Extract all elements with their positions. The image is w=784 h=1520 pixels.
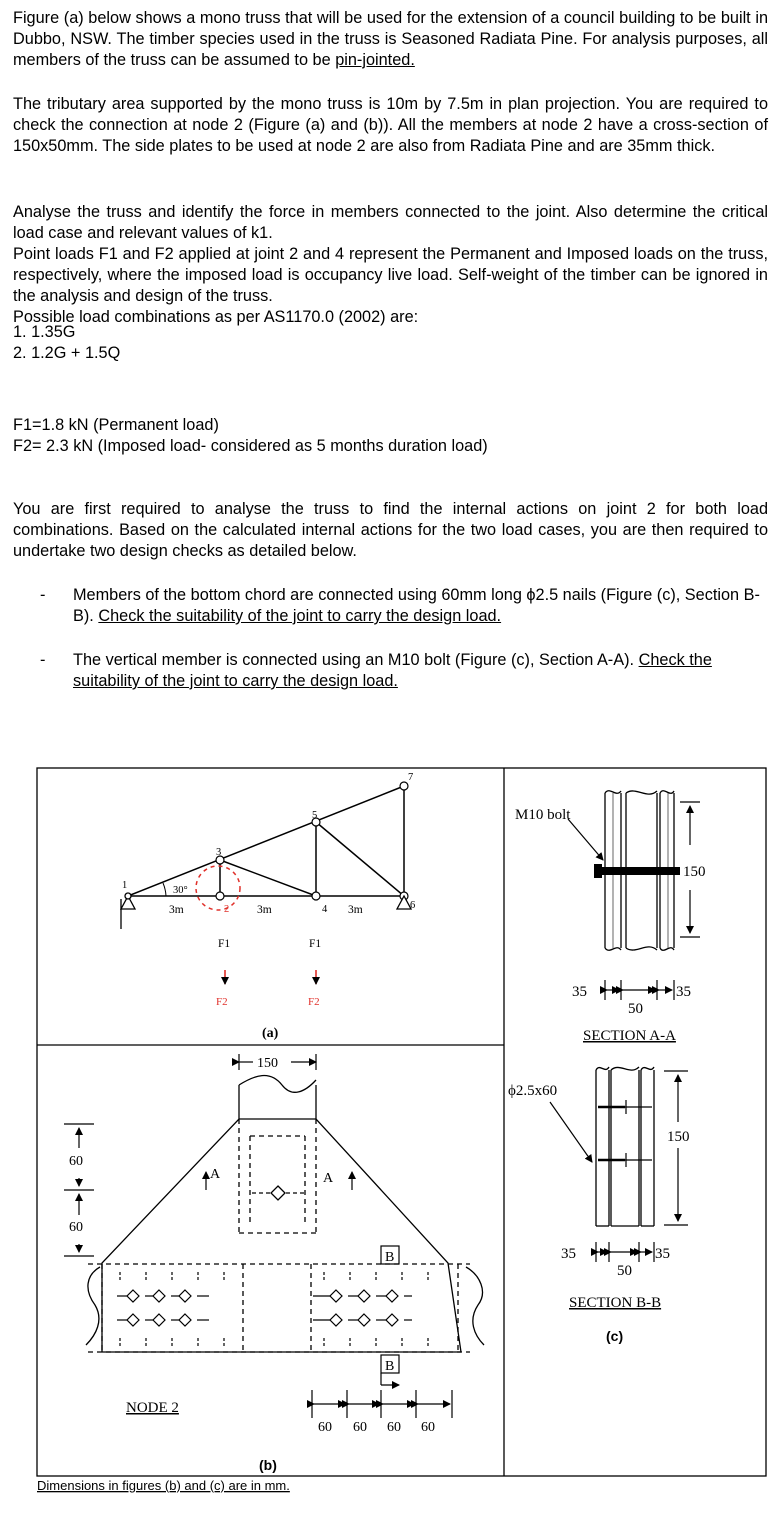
section-labels	[508, 807, 706, 1344]
section-label: A	[323, 1171, 334, 1186]
node-label: 5	[312, 810, 318, 821]
f2-label: F2	[216, 996, 228, 1008]
span-label: 3m	[348, 904, 363, 916]
section-label: B	[385, 1359, 395, 1374]
dim-label: 150	[667, 1129, 690, 1145]
node-label: 7	[408, 772, 414, 783]
joints	[216, 782, 408, 900]
section-label: B	[385, 1250, 395, 1265]
joint-7	[400, 782, 408, 790]
dim-bottom	[312, 1390, 452, 1418]
section-b-title: SECTION B-B	[569, 1295, 662, 1311]
dim-left	[64, 1124, 94, 1256]
node-2-label: NODE 2	[126, 1400, 179, 1416]
dim-label: 35	[676, 984, 691, 1000]
nail-row-right-top	[313, 1290, 412, 1302]
span-label: 3m	[257, 904, 272, 916]
dim-label: 50	[617, 1263, 632, 1279]
dim-label: 60	[421, 1420, 435, 1435]
dim-label: 35	[655, 1246, 670, 1262]
dim-label: 35	[572, 984, 587, 1000]
nail-label: ϕ2.5x60	[508, 1083, 558, 1099]
pin-support-icon	[121, 893, 135, 929]
dim-label: 50	[628, 1001, 643, 1017]
nail-row-right-bottom	[313, 1314, 412, 1326]
section-a-title: SECTION A-A	[583, 1028, 676, 1044]
dim-label: 60	[318, 1420, 332, 1435]
angle-label: 30°	[173, 885, 188, 896]
node-label: 6	[410, 900, 416, 911]
pin-jointed-text: pin-jointed.	[335, 51, 415, 69]
bullet-bolt: The vertical member is connected using an M10 bolt (Figure (c), Section A-A). Check the suitability of the joint to carry the design load.	[73, 651, 712, 690]
combinations-intro: Possible load combinations as per AS1170.0 (2002) are:	[13, 308, 419, 326]
f2-label: F2	[308, 996, 320, 1008]
section-label: A	[210, 1167, 221, 1182]
truss-labels	[122, 772, 415, 1041]
section-b-nails	[598, 1100, 652, 1167]
bolt-head	[594, 864, 602, 878]
figure-c-caption: (c)	[606, 1328, 624, 1344]
member-break	[239, 1076, 316, 1093]
figure-a-caption: (a)	[262, 1026, 279, 1041]
section-b-b	[596, 1067, 654, 1226]
chord-break-left	[86, 1267, 100, 1345]
truss-diagram	[128, 786, 404, 896]
chord-break-right	[466, 1267, 484, 1345]
nail-row-left-top	[117, 1290, 209, 1302]
node-detail	[86, 1076, 484, 1352]
node-label: 4	[322, 904, 328, 915]
bolt-check-text: Check the suitability of the joint to carry the design load.	[73, 651, 712, 690]
angle-arc	[163, 883, 166, 896]
node-2-highlight	[196, 866, 240, 910]
combo-2: 2. 1.2G + 1.5Q	[13, 344, 121, 362]
dim-label: 60	[353, 1420, 367, 1435]
dim-label: 150	[683, 864, 706, 880]
nail-pattern	[117, 1272, 428, 1346]
f1-label: F1	[309, 938, 322, 950]
figure-b-caption: (b)	[259, 1457, 277, 1473]
load-arrows	[225, 970, 316, 984]
diagonal-5-6	[316, 822, 404, 896]
top-chord	[128, 786, 404, 896]
combo-1: 1. 1.35G	[13, 323, 76, 341]
bolt-label: M10 bolt	[515, 807, 571, 823]
dim-label: 35	[561, 1246, 576, 1262]
nail-row-left-bottom	[117, 1314, 209, 1326]
section-a-dims	[568, 802, 700, 1000]
node-label: 1	[122, 880, 128, 891]
tributary-paragraph: The tributary area supported by the mono truss is 10m by 7.5m in plan projection. You are required to check the connection at node 2 (Figure (a) and (b)). All the members at node 2 have a cross-section of 150x50mm. The side plates to be used at node 2 are also from Radiata Pine and are 35mm thick.	[13, 95, 768, 155]
dim-label: 60	[69, 1154, 83, 1169]
dim-label: 60	[69, 1220, 83, 1235]
joint-4	[312, 892, 320, 900]
f2-line: F2= 2.3 kN (Imposed load- considered as 5 months duration load)	[13, 437, 488, 455]
intro-paragraph: Figure (a) below shows a mono truss that will be used for the extension of a council building to be built in Dubbo, NSW. The timber species used in the truss is Seasoned Radiata Pine. For analysis purposes, all members of the truss can be assumed to be pin-jointed.	[13, 9, 768, 69]
f1-line: F1=1.8 kN (Permanent load)	[13, 416, 219, 434]
span-label: 3m	[169, 904, 184, 916]
joint-2	[216, 892, 224, 900]
node-label: 3	[216, 847, 222, 858]
roller-support-icon	[397, 896, 411, 909]
diagonal-3-4	[220, 860, 316, 896]
bullet-mark: -	[40, 651, 46, 669]
bullet-mark: -	[40, 586, 46, 604]
section-b-dims	[550, 1071, 688, 1262]
bolt-shank	[596, 867, 680, 875]
node-label: 2	[224, 904, 230, 915]
dim-label: 60	[387, 1420, 401, 1435]
point-loads-text: Point loads F1 and F2 applied at joint 2 and 4 represent the Permanent and Imposed loads on the truss, respectively, where the imposed load is occupancy live load. Self-weight of the timber can be ignored in the analysis and design of the truss.	[13, 245, 768, 305]
footnote: Dimensions in figures (b) and (c) are in mm.	[37, 1478, 290, 1493]
analysis-text: Analyse the truss and identify the force in members connected to the joint. Also determine the critical load case and relevant values of k1.	[13, 203, 768, 242]
dim-label: 150	[257, 1056, 278, 1071]
bullet-nails: Members of the bottom chord are connected using 60mm long ϕ2.5 nails (Figure (c), Section B-B). Check the suitability of the joint to carry the design load.	[73, 586, 760, 625]
f1-label: F1	[218, 938, 231, 950]
nails-check-text: Check the suitability of the joint to carry the design load.	[98, 607, 502, 625]
task-paragraph: You are first required to analyse the truss to find the internal actions on joint 2 for both load combinations. Based on the calculated internal actions for the two load cases, you are then required to undertake two design checks as detailed below.	[13, 500, 768, 560]
